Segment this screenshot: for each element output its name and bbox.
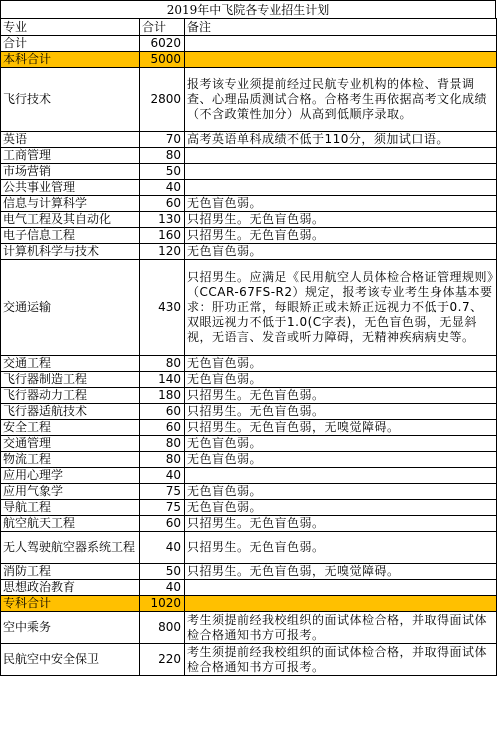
table-row xyxy=(1,148,497,164)
note-cell: 只招男生。无色盲色弱。 xyxy=(185,212,497,228)
table-row xyxy=(1,420,497,436)
major-cell: 交通运输 xyxy=(1,260,140,356)
table-row xyxy=(1,612,497,644)
major-cell: 思想政治教育 xyxy=(1,580,140,596)
total-cell: 80 xyxy=(140,356,185,372)
major-cell: 飞行器制造工程 xyxy=(1,372,140,388)
total-cell: 2800 xyxy=(140,68,185,132)
note-cell xyxy=(185,596,497,612)
table-row xyxy=(1,212,497,228)
total-cell: 60 xyxy=(140,404,185,420)
table-row xyxy=(1,484,497,500)
note-cell: 只招男生。无色盲色弱。 xyxy=(185,228,497,244)
table-row xyxy=(1,196,497,212)
major-cell: 应用心理学 xyxy=(1,468,140,484)
header-note: 备注 xyxy=(185,19,497,36)
note-cell: 只招男生。无色盲色弱。 xyxy=(185,532,497,564)
note-cell: 无色盲色弱。 xyxy=(185,196,497,212)
table-row xyxy=(1,52,497,68)
note-cell: 只招男生。应满足《民用航空人员体检合格证管理规则》（CCAR-67FS-R2）规定，报考该专业考生身体基本要求：肝功正常，每眼矫正或未矫正远视力不低于0.7、双眼远视力不低于1.0(C字表)，无色盲色弱，无显斜视，无语言、发音或听力障碍，无精神疾病病史等。 xyxy=(185,260,497,356)
major-cell: 英语 xyxy=(1,132,140,148)
header-row xyxy=(1,19,497,36)
note-cell xyxy=(185,580,497,596)
table-row xyxy=(1,132,497,148)
note-cell: 无色盲色弱。 xyxy=(185,372,497,388)
note-cell: 只招男生。无色盲色弱。 xyxy=(185,388,497,404)
major-cell: 计算机科学与技术 xyxy=(1,244,140,260)
note-cell: 只招男生。无色盲色弱。 xyxy=(185,404,497,420)
total-cell: 75 xyxy=(140,500,185,516)
total-cell: 40 xyxy=(140,532,185,564)
note-cell: 考生须提前经我校组织的面试体检合格，并取得面试体检合格通知书方可报考。 xyxy=(185,644,497,676)
total-cell: 160 xyxy=(140,228,185,244)
note-cell: 无色盲色弱。 xyxy=(185,436,497,452)
total-cell: 50 xyxy=(140,164,185,180)
table-row xyxy=(1,260,497,356)
total-cell: 120 xyxy=(140,244,185,260)
table-row xyxy=(1,644,497,676)
table-row xyxy=(1,596,497,612)
sheet-title: 2019年中飞院各专业招生计划 xyxy=(0,0,496,18)
total-cell: 130 xyxy=(140,212,185,228)
table-row xyxy=(1,564,497,580)
total-cell: 140 xyxy=(140,372,185,388)
major-cell: 专科合计 xyxy=(1,596,140,612)
total-cell: 40 xyxy=(140,180,185,196)
note-cell: 报考该专业须提前经过民航专业机构的体检、背景调查、心理品质测试合格。合格考生再依据高考文化成绩（不含政策性加分）从高到低顺序录取。 xyxy=(185,68,497,132)
table-row xyxy=(1,388,497,404)
note-cell: 无色盲色弱。 xyxy=(185,244,497,260)
table-row xyxy=(1,68,497,132)
table-row xyxy=(1,436,497,452)
note-cell: 无色盲色弱。 xyxy=(185,484,497,500)
table-row xyxy=(1,500,497,516)
note-cell: 无色盲色弱。 xyxy=(185,452,497,468)
note-cell xyxy=(185,148,497,164)
header-major: 专业 xyxy=(1,19,140,36)
major-cell: 消防工程 xyxy=(1,564,140,580)
major-cell: 无人驾驶航空器系统工程 xyxy=(1,532,140,564)
major-cell: 安全工程 xyxy=(1,420,140,436)
total-cell: 80 xyxy=(140,148,185,164)
major-cell: 市场营销 xyxy=(1,164,140,180)
note-cell: 只招男生。无色盲色弱，无嗅觉障碍。 xyxy=(185,420,497,436)
total-cell: 60 xyxy=(140,420,185,436)
major-cell: 交通管理 xyxy=(1,436,140,452)
table-body xyxy=(1,36,497,676)
major-cell: 电气工程及其自动化 xyxy=(1,212,140,228)
table-row xyxy=(1,36,497,52)
total-cell: 1020 xyxy=(140,596,185,612)
table-row xyxy=(1,452,497,468)
note-cell: 无色盲色弱。 xyxy=(185,500,497,516)
major-cell: 应用气象学 xyxy=(1,484,140,500)
major-cell: 飞行器动力工程 xyxy=(1,388,140,404)
total-cell: 80 xyxy=(140,452,185,468)
major-cell: 空中乘务 xyxy=(1,612,140,644)
note-cell: 考生须提前经我校组织的面试体检合格，并取得面试体检合格通知书方可报考。 xyxy=(185,612,497,644)
table-row xyxy=(1,532,497,564)
total-cell: 5000 xyxy=(140,52,185,68)
enrollment-table xyxy=(0,18,497,676)
major-cell: 合计 xyxy=(1,36,140,52)
table-row xyxy=(1,164,497,180)
table-row xyxy=(1,468,497,484)
note-cell xyxy=(185,468,497,484)
table-row xyxy=(1,180,497,196)
note-cell: 只招男生。无色盲色弱，无嗅觉障碍。 xyxy=(185,564,497,580)
total-cell: 6020 xyxy=(140,36,185,52)
major-cell: 工商管理 xyxy=(1,148,140,164)
table-row xyxy=(1,372,497,388)
major-cell: 物流工程 xyxy=(1,452,140,468)
major-cell: 本科合计 xyxy=(1,52,140,68)
note-cell xyxy=(185,36,497,52)
total-cell: 220 xyxy=(140,644,185,676)
total-cell: 180 xyxy=(140,388,185,404)
major-cell: 导航工程 xyxy=(1,500,140,516)
major-cell: 信息与计算科学 xyxy=(1,196,140,212)
major-cell: 交通工程 xyxy=(1,356,140,372)
major-cell: 航空航天工程 xyxy=(1,516,140,532)
major-cell: 公共事业管理 xyxy=(1,180,140,196)
major-cell: 电子信息工程 xyxy=(1,228,140,244)
total-cell: 800 xyxy=(140,612,185,644)
header-total: 合计 xyxy=(140,19,185,36)
total-cell: 60 xyxy=(140,196,185,212)
total-cell: 430 xyxy=(140,260,185,356)
note-cell: 只招男生。无色盲色弱。 xyxy=(185,516,497,532)
major-cell: 民航空中安全保卫 xyxy=(1,644,140,676)
table-row xyxy=(1,228,497,244)
major-cell: 飞行器适航技术 xyxy=(1,404,140,420)
table-row xyxy=(1,244,497,260)
major-cell: 飞行技术 xyxy=(1,68,140,132)
total-cell: 70 xyxy=(140,132,185,148)
table-row xyxy=(1,516,497,532)
note-cell xyxy=(185,180,497,196)
note-cell xyxy=(185,52,497,68)
table-row xyxy=(1,404,497,420)
total-cell: 50 xyxy=(140,564,185,580)
total-cell: 60 xyxy=(140,516,185,532)
note-cell xyxy=(185,164,497,180)
table-row xyxy=(1,580,497,596)
total-cell: 80 xyxy=(140,436,185,452)
total-cell: 40 xyxy=(140,468,185,484)
total-cell: 75 xyxy=(140,484,185,500)
note-cell: 无色盲色弱。 xyxy=(185,356,497,372)
note-cell: 高考英语单科成绩不低于110分，须加试口语。 xyxy=(185,132,497,148)
total-cell: 40 xyxy=(140,580,185,596)
table-row xyxy=(1,356,497,372)
